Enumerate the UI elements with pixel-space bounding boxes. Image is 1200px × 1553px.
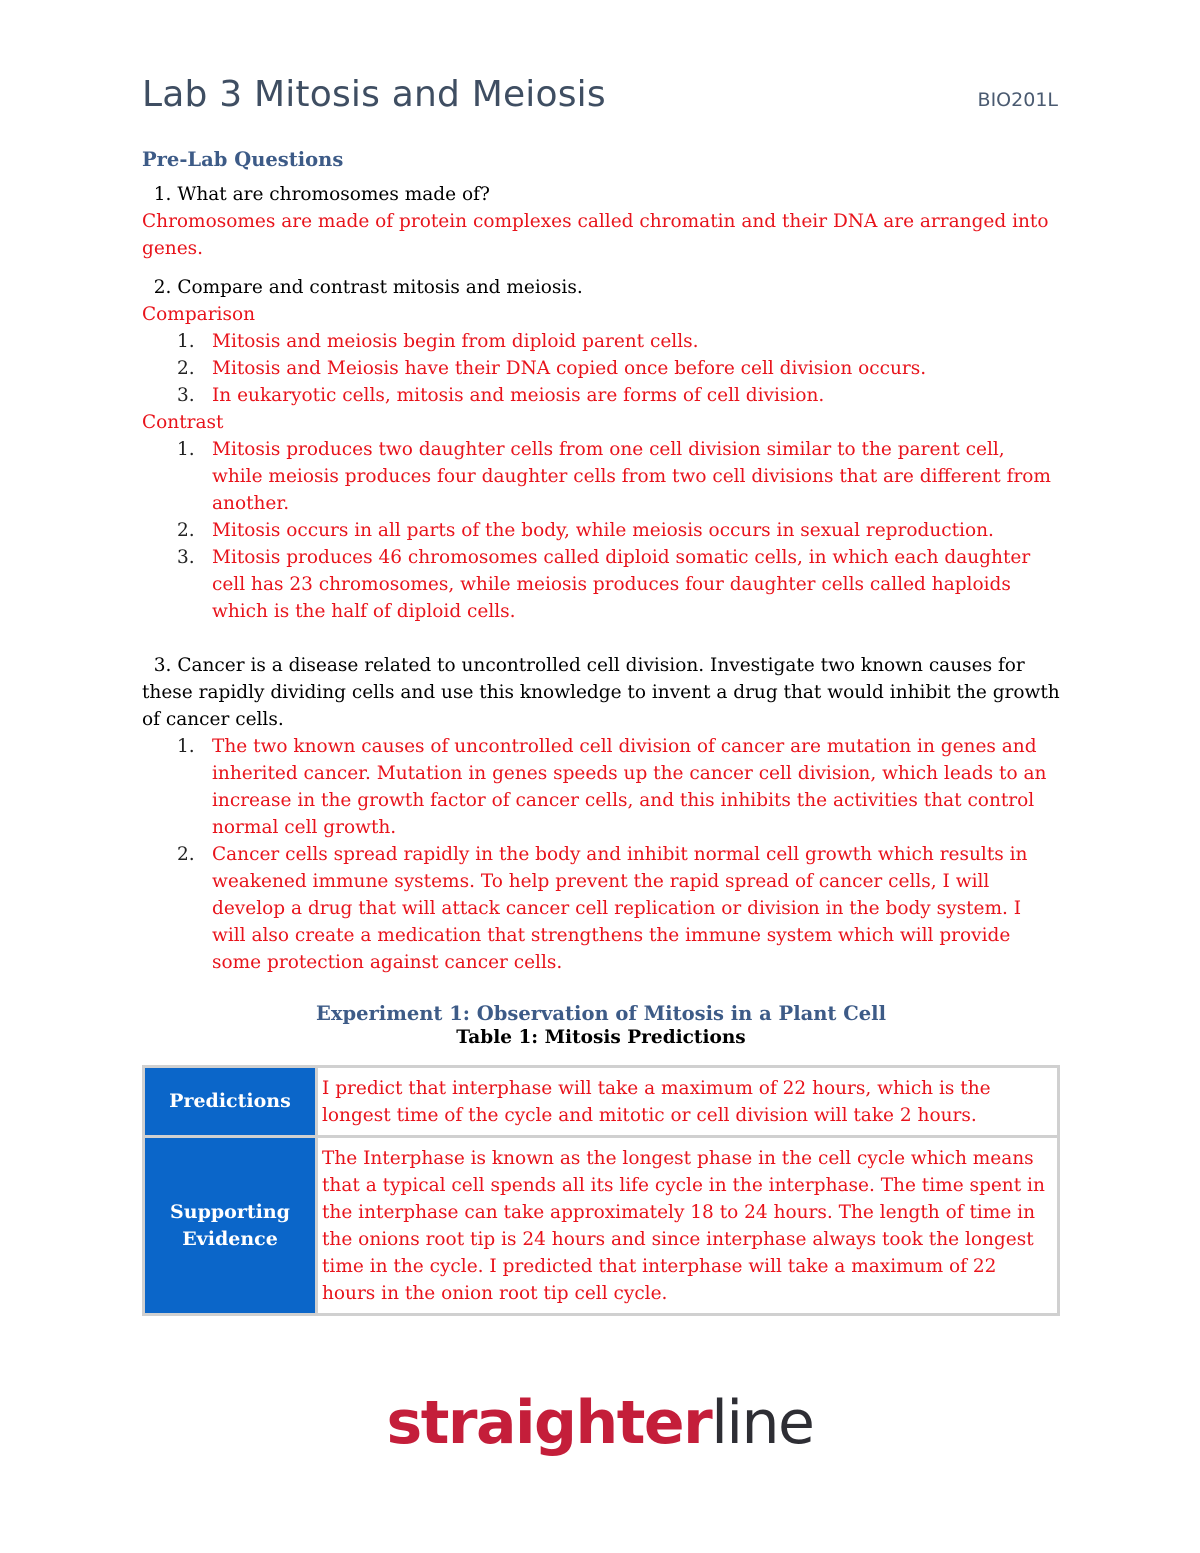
document-page bbox=[142, 74, 1060, 1316]
list-item bbox=[142, 841, 1060, 976]
list-number: 1. bbox=[177, 736, 195, 757]
list-number: 2. bbox=[177, 358, 195, 379]
list-number: 2. bbox=[177, 844, 195, 865]
predictions-table bbox=[142, 1065, 1060, 1316]
question-2 bbox=[142, 274, 1060, 301]
list-text: Mitosis occurs in all parts of the body, while meiosis occurs in sexual reproduction. bbox=[212, 520, 994, 541]
list-item bbox=[142, 733, 1060, 841]
straighterline-logo bbox=[0, 1388, 1200, 1458]
logo-part-straighter: straighter bbox=[386, 1388, 712, 1458]
list-number: 3. bbox=[177, 547, 195, 568]
list-number: 3. bbox=[177, 385, 195, 406]
table-row-header: Predictions bbox=[144, 1067, 317, 1137]
list-text: Mitosis produces 46 chromosomes called diploid somatic cells, in which each daughter cell has 23 chromosomes, while meiosis produces four daughter cells called haploids which is the half of diploid cells. bbox=[212, 547, 1031, 622]
list-text: In eukaryotic cells, mitosis and meiosis are forms of cell division. bbox=[212, 385, 825, 406]
table-row bbox=[144, 1137, 1059, 1315]
list-number: 1. bbox=[177, 439, 195, 460]
table-cell: I predict that interphase will take a maximum of 22 hours, which is the longest time of the cycle and mitotic or cell division will take 2 hours. bbox=[317, 1067, 1059, 1137]
question-3 bbox=[142, 652, 1060, 733]
comparison-label: Comparison bbox=[142, 304, 256, 325]
question-3-text: Cancer is a disease related to uncontrolled cell division. Investigate two known causes for these rapidly dividing cells and use this knowledge to invent a drug that would inhibit the growth of cancer cells. bbox=[142, 655, 1060, 730]
list-text: Mitosis and meiosis begin from diploid parent cells. bbox=[212, 331, 699, 352]
table-row bbox=[144, 1067, 1059, 1137]
list-item bbox=[142, 544, 1060, 625]
course-code: BIO201L bbox=[977, 89, 1058, 111]
list-number: 1. bbox=[177, 331, 195, 352]
document-title: Lab 3 Mitosis and Meiosis bbox=[142, 74, 606, 115]
logo-part-line: line bbox=[711, 1388, 814, 1458]
comparison-list bbox=[142, 328, 1060, 409]
list-text: The two known causes of uncontrolled cell division of cancer are mutation in genes and inherited cancer. Mutation in genes speeds up the cancer cell division, which leads to an increase in the growth factor of cancer cells, and this inhibits the activities that control normal cell growth. bbox=[212, 736, 1047, 838]
list-text: Cancer cells spread rapidly in the body and inhibit normal cell growth which results in weakened immune systems. To help prevent the rapid spread of cancer cells, I will develop a drug that will attack cancer cell replication or division in the body system. I will also create a medication that strengthens the immune system which will provide some protection against cancer cells. bbox=[212, 844, 1028, 973]
contrast-list bbox=[142, 436, 1060, 625]
answer-1: Chromosomes are made of protein complexes called chromatin and their DNA are arranged into genes. bbox=[142, 211, 1049, 259]
list-text: Mitosis and Meiosis have their DNA copied once before cell division occurs. bbox=[212, 358, 927, 379]
table-row-header: Supporting Evidence bbox=[144, 1137, 317, 1315]
table-title: Table 1: Mitosis Predictions bbox=[456, 1027, 746, 1048]
experiment-title: Experiment 1: Observation of Mitosis in a Plant Cell bbox=[316, 1002, 886, 1025]
question-2-number: 2. bbox=[153, 277, 172, 298]
list-text: Mitosis produces two daughter cells from one cell division similar to the parent cell, while meiosis produces four daughter cells from two cell divisions that are different from another. bbox=[212, 439, 1051, 514]
question-1 bbox=[142, 181, 1060, 208]
list-item bbox=[142, 382, 1060, 409]
question-2-text: Compare and contrast mitosis and meiosis. bbox=[177, 277, 583, 298]
question-1-text: What are chromosomes made of? bbox=[177, 184, 490, 205]
list-item bbox=[142, 436, 1060, 517]
cancer-answer-list bbox=[142, 733, 1060, 976]
list-item bbox=[142, 355, 1060, 382]
document-header bbox=[142, 74, 1060, 122]
prelab-heading: Pre-Lab Questions bbox=[142, 148, 344, 171]
question-3-number: 3. bbox=[153, 655, 172, 676]
list-item bbox=[142, 517, 1060, 544]
contrast-label: Contrast bbox=[142, 412, 224, 433]
list-number: 2. bbox=[177, 520, 195, 541]
table-cell: The Interphase is known as the longest phase in the cell cycle which means that a typical cell spends all its life cycle in the interphase. The time spent in the interphase can take approximately 18 to 24 hours. The length of time in the onions root tip is 24 hours and since interphase always took the longest time in the cycle. I predicted that interphase will take a maximum of 22 hours in the onion root tip cell cycle. bbox=[317, 1137, 1059, 1315]
question-1-number: 1. bbox=[153, 184, 172, 205]
list-item bbox=[142, 328, 1060, 355]
